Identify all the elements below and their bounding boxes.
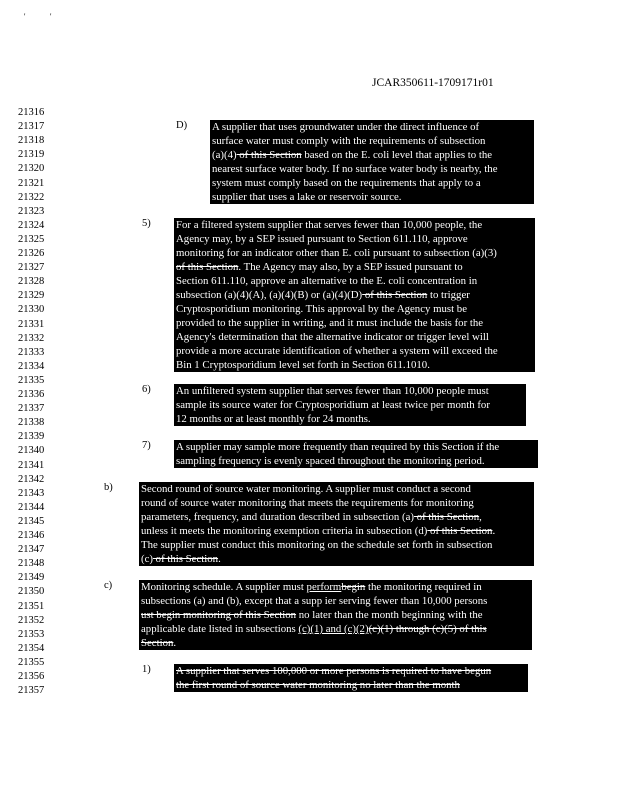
text-line	[176, 274, 533, 288]
text-run: system must comply based on the requirements that apply to a	[212, 177, 481, 189]
line-number: 21326	[18, 248, 45, 259]
text-line	[176, 454, 536, 468]
paragraph-label: 7)	[142, 440, 151, 451]
text-line	[141, 552, 532, 566]
paragraph-text	[174, 218, 535, 372]
paragraph-label: c)	[104, 580, 113, 591]
line-number: 21327	[18, 262, 45, 274]
text-run: A supplier may sample more frequently than required by this Section if the	[176, 441, 500, 453]
paragraph-label: 6)	[142, 384, 151, 395]
deleted-text: of this Section	[414, 511, 480, 523]
text-line	[176, 398, 524, 412]
text-run: sampling frequency is evenly spaced throughout the monitoring period.	[176, 455, 485, 467]
text-line	[141, 608, 530, 622]
text-run: .	[218, 553, 221, 565]
text-line	[141, 482, 532, 496]
line-number: 21337	[18, 403, 45, 415]
text-line	[176, 358, 533, 372]
line-number: 21354	[18, 642, 45, 654]
line-number: 21350	[18, 586, 45, 598]
text-run: For a filtered system supplier that serves fewer than 10,000 people, the	[176, 219, 483, 231]
text-run: subsection (a)(4)(A), (a)(4)(B) or (a)(4)(D)	[176, 289, 363, 301]
text-line	[141, 524, 532, 538]
line-number: 21336	[18, 389, 45, 400]
text-run: . The Agency may also, by a SEP issued pursuant to	[238, 261, 463, 273]
deleted-text: of this Section	[176, 261, 239, 273]
line-number: 21325	[18, 233, 45, 245]
text-run: unless it meets the monitoring exemption criteria in subsection (d)	[141, 525, 428, 537]
text-line	[141, 636, 530, 650]
text-run: The supplier must conduct this monitoring on the schedule set forth in subsection	[141, 539, 493, 551]
line-number: 21351	[18, 600, 45, 612]
text-run: subsections (a) and (b), except that a supp ier serving fewer than 10,000 persons	[141, 595, 488, 607]
deleted-text: ust begin monitoring of this Section	[141, 609, 297, 621]
line-number: 21339	[18, 431, 45, 443]
text-run: (a)(4)	[212, 149, 237, 161]
line-number: 21319	[18, 149, 45, 161]
line-number: 21317	[18, 121, 45, 133]
text-line	[212, 148, 532, 162]
text-line	[176, 218, 533, 232]
text-line	[176, 678, 526, 692]
line-number: 21324	[18, 219, 45, 231]
text-run: 12 months or at least monthly for 24 months.	[176, 413, 371, 425]
paragraph-text	[210, 120, 534, 204]
text-run: round of source water monitoring that meets the requirements for monitoring	[141, 497, 474, 509]
text-line	[176, 440, 536, 454]
text-run: the monitoring required in	[365, 581, 482, 593]
text-line	[176, 260, 533, 274]
text-line	[212, 176, 532, 190]
paragraph-text	[174, 664, 528, 692]
text-run: nearest surface water body. If no surface water body is nearby, the	[212, 163, 498, 175]
line-number: 21329	[18, 290, 45, 302]
line-number: 21316	[18, 107, 45, 118]
text-run: to trigger	[427, 289, 470, 301]
paragraph-text	[139, 580, 532, 650]
text-line	[141, 496, 532, 510]
line-number: 21342	[18, 473, 45, 485]
text-run: based on the E. coli level that applies to the	[301, 149, 493, 161]
text-run: Second round of source water monitoring. A supplier must conduct a second	[141, 483, 471, 495]
text-run: provided to the supplier in writing, and it must include the basis for the	[176, 317, 484, 329]
paragraph-label: b)	[104, 482, 113, 493]
text-run: applicable date listed in subsections	[141, 623, 299, 635]
line-number: 21341	[18, 459, 45, 471]
text-line	[141, 622, 530, 636]
text-run: Cryptosporidium monitoring. This approval by the Agency must be	[176, 303, 467, 315]
line-number: 21356	[18, 671, 45, 682]
text-run: surface water must comply with the requirements of subsection	[212, 135, 486, 147]
text-line	[176, 384, 524, 398]
paragraph-label: D)	[176, 120, 188, 131]
text-line	[176, 664, 526, 678]
deleted-text: of this Section	[236, 149, 302, 161]
line-number: 21335	[18, 374, 45, 386]
line-number: 21322	[18, 191, 45, 203]
line-number: 21318	[18, 135, 45, 147]
text-run: An unfiltered system supplier that serves fewer than 10,000 people must	[176, 385, 489, 397]
inserted-text: perform	[306, 581, 342, 593]
line-number: 21352	[18, 614, 45, 626]
text-line	[176, 232, 533, 246]
line-number: 21346	[18, 530, 45, 541]
line-number: 21323	[18, 205, 45, 217]
text-run: Agency may, by a SEP issued pursuant to Section 611.110, approve	[176, 233, 468, 245]
text-run: sample its source water for Cryptosporidium at least twice per month for	[176, 399, 490, 411]
text-line	[141, 594, 530, 608]
text-run: no later than the month beginning with the	[296, 609, 483, 621]
text-line	[176, 246, 533, 260]
corner-mark: '	[24, 12, 26, 21]
deleted-text: A supplier that serves 100,000 or more persons is required to have begun	[176, 665, 492, 677]
text-run: Bin 1 Cryptosporidium level set forth in Section 611.1010.	[176, 359, 430, 371]
text-run: (c)	[141, 553, 153, 565]
text-run: parameters, frequency, and duration described in subsection (a)	[141, 511, 415, 523]
text-line	[141, 538, 532, 552]
deleted-text: of this Section	[362, 289, 428, 301]
text-line	[212, 190, 532, 204]
text-run: .	[492, 525, 496, 537]
paragraph-text	[139, 482, 534, 566]
line-number: 21349	[18, 572, 45, 584]
line-number: 21355	[18, 656, 45, 668]
deleted-text: of this Section	[427, 525, 493, 537]
line-number: 21321	[18, 177, 45, 189]
line-number: 21340	[18, 445, 45, 457]
text-line	[212, 134, 532, 148]
deleted-text: (c)(1) through (c)(5) of this	[368, 623, 487, 635]
deleted-text: begin	[341, 581, 366, 593]
text-line	[212, 120, 532, 134]
paragraph-text	[174, 384, 526, 426]
text-run: ,	[479, 511, 482, 523]
text-run: A supplier that uses groundwater under the direct influence of	[212, 121, 480, 133]
line-number: 21332	[18, 332, 45, 344]
line-number: 21345	[18, 515, 45, 527]
line-number: 21338	[18, 417, 45, 429]
line-number: 21347	[18, 544, 45, 556]
text-line	[176, 288, 533, 302]
paragraph-label: 5)	[142, 218, 151, 229]
line-number: 21334	[18, 360, 45, 372]
line-number: 21328	[18, 276, 45, 288]
corner-mark: '	[50, 12, 52, 21]
line-number: 21333	[18, 346, 45, 358]
deleted-text: the first round of source water monitoring no later than the month	[176, 679, 460, 691]
line-number: 21353	[18, 628, 45, 640]
deleted-text: Section	[141, 637, 174, 649]
paragraph-label: 1)	[142, 664, 151, 675]
text-line	[176, 330, 533, 344]
line-number: 21320	[18, 163, 45, 175]
text-line	[141, 580, 530, 594]
line-number: 21330	[18, 304, 45, 316]
line-number: 21343	[18, 487, 45, 499]
paragraph-text	[174, 440, 538, 468]
text-line	[212, 162, 532, 176]
text-run: supplier that uses a lake or reservoir source.	[212, 191, 402, 203]
text-run: monitoring for an indicator other than E. coli pursuant to subsection (a)(3)	[176, 247, 497, 259]
line-number: 21331	[18, 318, 45, 330]
text-run: Monitoring schedule. A supplier must	[141, 581, 307, 593]
text-line	[141, 510, 532, 524]
text-line	[176, 302, 533, 316]
line-number: 21348	[18, 558, 45, 570]
text-run: provide a more accurate identification of whether a system will exceed the	[176, 345, 498, 357]
line-number: 21344	[18, 501, 45, 513]
document-header: JCAR350611-1709171r01	[372, 77, 494, 89]
text-line	[176, 412, 524, 426]
deleted-text: of this Section	[152, 553, 219, 565]
text-run: Section 611.110, approve an alternative to the E. coli concentration in	[176, 275, 478, 287]
text-line	[176, 316, 533, 330]
text-run: Agency's determination that the alternative indicator or trigger level will	[176, 331, 489, 343]
line-number: 21357	[18, 685, 45, 697]
inserted-text: (c)(1) and (c)(2)	[298, 623, 369, 635]
text-line	[176, 344, 533, 358]
text-run: .	[173, 637, 177, 649]
